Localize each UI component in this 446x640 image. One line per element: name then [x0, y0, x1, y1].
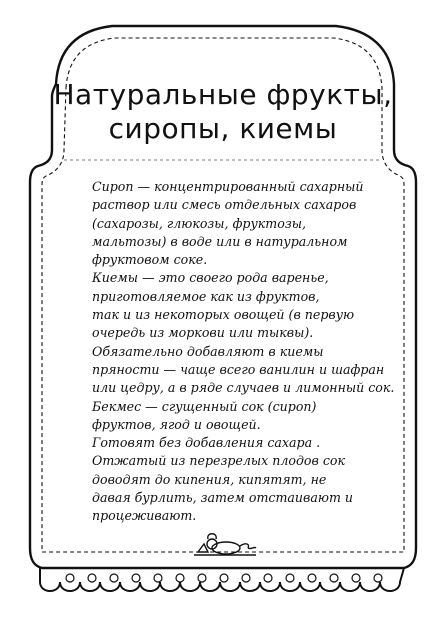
body-line: Бекмес — сгущенный сок (сироп) — [92, 398, 317, 414]
page-title — [40, 78, 406, 146]
body-line: (сахарозы, глюкозы, фруктозы, — [92, 215, 306, 231]
body-line: Киемы — это своего рода варенье, — [92, 270, 329, 286]
body-line: процеживают. — [92, 508, 197, 524]
body-line: фруктовом соке. — [92, 252, 208, 268]
body-line: Обязательно добавляют в киемы — [92, 343, 324, 359]
scalloped-edge — [40, 568, 404, 591]
body-line: мальтозы) в воде или в натуральном — [92, 233, 348, 249]
body-line: или цедру, а в ряде случаев и лимонный сок. — [92, 380, 395, 396]
title-line-1: Натуральные фрукты, — [53, 78, 393, 111]
body-line: раствор или смесь отдельных сахаров — [92, 197, 357, 213]
body-line: Готовят без добавления сахара . — [92, 435, 321, 451]
body-line: пряности — чаще всего ванилин и шафран — [92, 361, 385, 377]
scallop-holes — [66, 574, 382, 582]
chef-lying-icon — [190, 528, 260, 558]
body-line: Отжатый из перезрелых плодов сок — [92, 453, 345, 469]
body-line: так и из некоторых овощей (в первую — [92, 307, 355, 323]
body-line: Сироп — концентрированный сахарный — [92, 179, 364, 194]
body-line: фруктов, ягод и овощей. — [92, 416, 261, 432]
body-text — [92, 178, 395, 526]
body-line: приготовляемое как из фруктов, — [92, 288, 320, 304]
title-line-2: сиропы, киемы — [108, 112, 338, 145]
body-line: очередь из моркови или тыквы). — [92, 325, 314, 341]
body-line: доводят до кипения, кипятят, не — [92, 471, 327, 487]
body-line: давая бурлить, затем отстаивают и — [92, 490, 353, 506]
